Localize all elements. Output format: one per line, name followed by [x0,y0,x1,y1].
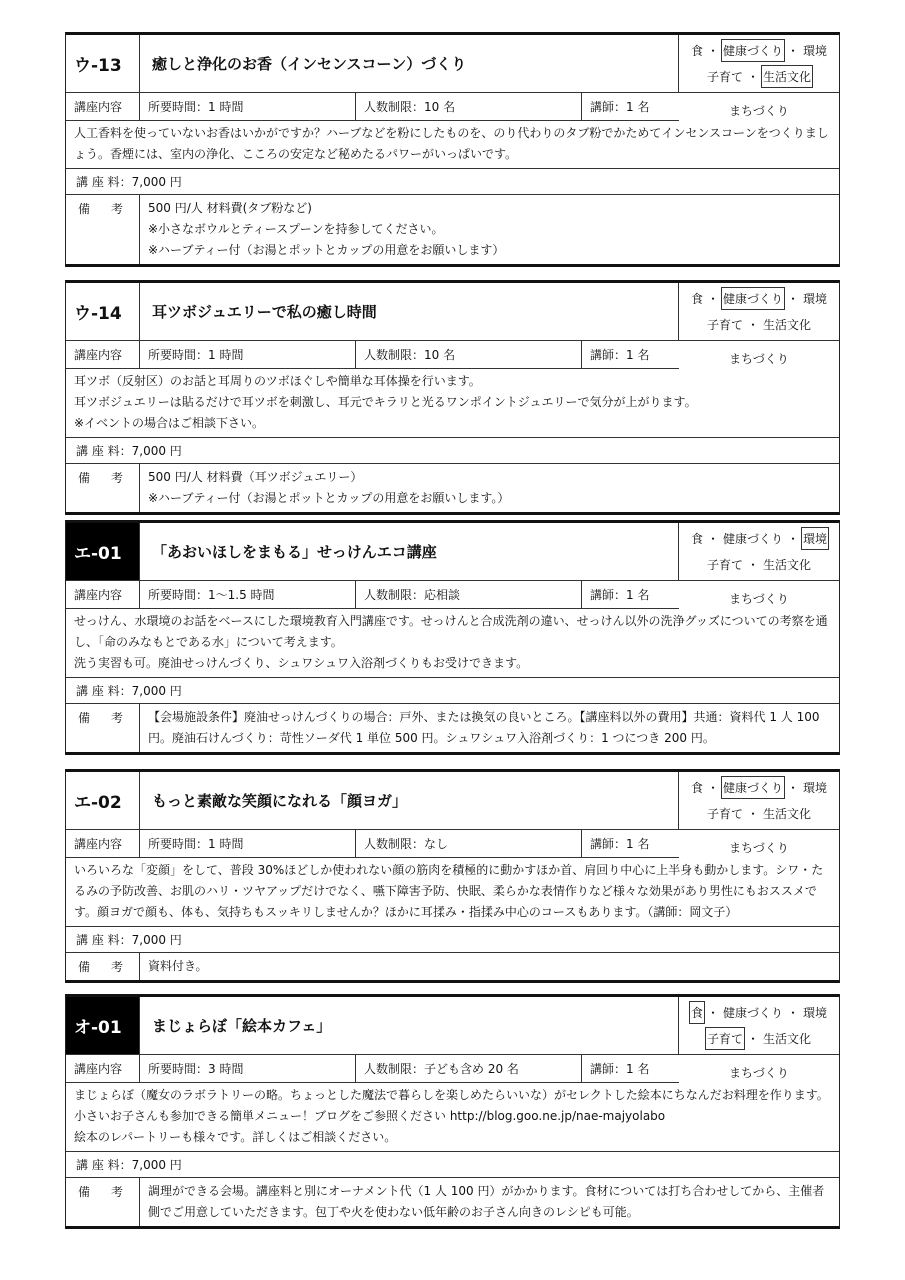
capacity: 人数制限：応相談 [356,581,582,608]
instructors: 講師：1 名 [590,100,650,114]
instructors: 講師：1 名 [590,588,650,602]
category-food: 食 [690,531,703,546]
course-title: 「あおいほしをまもる」せっけんエコ講座 [140,523,679,580]
notes-row [66,195,839,264]
course-code: ウ-14 [66,283,140,340]
content-label: 講座内容 [66,1055,140,1082]
course-card-e01 [65,520,840,755]
fee-label: 講 座 料 [76,1158,120,1172]
content-label: 講座内容 [66,341,140,368]
course-description: せっけん、水環境のお話をベースにした環境教育入門講座です。せっけんと合成洗剤の違い、せっけん以外の洗浄グッズについての考察を通し、「命のみなもとである水」について考えます。 洗う実習も可。廃油せっけんづくり、シュワシュワ入浴剤づくりもお受けできます。 [66,609,839,678]
course-code: ウ-13 [66,35,140,92]
course-info-row [66,581,679,609]
category-health: 健康づくり [721,287,785,310]
course-info-row [66,341,679,369]
category-lifestyle: 生活文化 [763,806,812,821]
duration: 所要時間：1～1.5 時間 [140,581,356,608]
notes-label: 備 考 [66,704,140,752]
course-title: まじょらぼ「絵本カフェ」 [140,997,679,1054]
capacity: 人数制限：10 名 [356,341,582,368]
course-code: オ-01 [66,997,140,1054]
fee-row [66,678,839,704]
category-environment: 環境 [803,43,828,58]
fee-row [66,1152,839,1178]
fee-label: 講 座 料 [76,444,120,458]
notes-body: 資料付き。 [148,959,208,973]
notes-label: 備 考 [66,195,140,264]
course-title: もっと素敵な笑顔になれる「顔ヨガ」 [140,772,679,829]
content-label: 講座内容 [66,93,140,120]
notes-row [66,1178,839,1226]
notes-row [66,953,839,980]
category-community: まちづくり [729,841,789,855]
category-food: 食 [690,780,703,795]
course-title: 耳ツボジュエリーで私の癒し時間 [140,283,679,340]
category-community: まちづくり [729,592,789,606]
fee-row [66,438,839,464]
course-description: 人工香料を使っていないお香はいかがですか？ハーブなどを粉にしたものを、のり代わりのタブ粉でかためてインセンスコーンをつくりましょう。香煙には、室内の浄化、こころの安定など秘めたるパワーがいっぱいです。 [66,121,839,169]
category-box: 食 ・ 健康づくり ・ 環境 子育て ・ 生活文化 まちづくり [679,283,839,340]
category-food: 食 [690,291,703,306]
fee-value: ：7,000 円 [119,444,182,458]
category-health: 健康づくり [722,1005,783,1020]
category-box: 食 ・ 健康づくり ・ 環境 子育て ・ 生活文化 まちづくり [679,997,839,1054]
content-label: 講座内容 [66,581,140,608]
fee-value: ：7,000 円 [119,175,182,189]
course-info-row [66,1055,679,1083]
instructors: 講師：1 名 [590,348,650,362]
course-description: まじょらぼ（魔女のラボラトリーの略。ちょっとした魔法で暮らしを楽しめたらいいな）がセレクトした絵本にちなんだお料理を作ります。小さいお子さんも参加できる簡単メニュー！ブログをご参照ください http://blog.goo.ne.jp/nae-majyolabo 絵本のレパートリーも様々です。詳しくはご相談ください。 [66,1083,839,1152]
duration: 所要時間：1 時間 [140,341,356,368]
fee-value: ：7,000 円 [119,684,182,698]
fee-label: 講 座 料 [76,684,120,698]
course-code: エ-01 [66,523,140,580]
category-community: まちづくり [729,352,789,366]
fee-row [66,927,839,953]
course-code: エ-02 [66,772,140,829]
category-environment: 環境 [801,527,829,550]
category-environment: 環境 [803,780,828,795]
notes-row [66,464,839,512]
duration: 所要時間：1 時間 [140,830,356,857]
category-childcare: 子育て [706,317,743,332]
category-box: 食 ・ 健康づくり ・ 環境 子育て ・ 生活文化 まちづくり [679,523,839,580]
course-card-e02 [65,769,840,983]
notes-body: 500 円/人 材料費（耳ツボジュエリー） ※ハーブティー付（お湯とポットとカップの用意をお願いします。） [148,470,510,505]
course-info-row [66,93,679,121]
category-health: 健康づくり [721,39,785,62]
category-lifestyle: 生活文化 [763,1031,812,1046]
capacity: 人数制限：なし [356,830,582,857]
category-health: 健康づくり [722,531,783,546]
content-label: 講座内容 [66,830,140,857]
category-environment: 環境 [803,291,828,306]
notes-row [66,704,839,752]
fee-value: ：7,000 円 [119,933,182,947]
category-childcare: 子育て [706,557,743,572]
category-food: 食 [690,43,703,58]
course-card-o01 [65,994,840,1229]
category-childcare: 子育て [706,69,743,84]
duration: 所要時間：1 時間 [140,93,356,120]
category-environment: 環境 [803,1005,828,1020]
fee-label: 講 座 料 [76,175,120,189]
notes-body: 500 円/人 材料費(タブ粉など) ※小さなボウルとティースプーンを持参してください。 ※ハーブティー付（お湯とポットとカップの用意をお願いします） [148,201,505,257]
category-lifestyle: 生活文化 [763,557,812,572]
notes-label: 備 考 [66,953,140,980]
category-community: まちづくり [729,104,789,118]
category-lifestyle: 生活文化 [761,65,813,88]
instructors: 講師：1 名 [590,837,650,851]
course-description: 耳ツボ（反射区）のお話と耳周りのツボほぐしや簡単な耳体操を行います。 耳ツボジュエリーは貼るだけで耳ツボを刺激し、耳元でキラリと光るワンポイントジュエリーで気分が上がります。 ※イベントの場合はご相談下さい。 [66,369,839,438]
fee-label: 講 座 料 [76,933,120,947]
category-childcare: 子育て [705,1027,745,1050]
notes-label: 備 考 [66,464,140,512]
course-info-row [66,830,679,858]
capacity: 人数制限：子ども含め 20 名 [356,1055,582,1082]
category-food: 食 [689,1001,705,1024]
course-title: 癒しと浄化のお香（インセンスコーン）づくり [140,35,679,92]
fee-row [66,169,839,195]
course-card-u14 [65,280,840,515]
category-box: 食 ・ 健康づくり ・ 環境 子育て ・ 生活文化 まちづくり [679,35,839,92]
category-community: まちづくり [729,1066,789,1080]
capacity: 人数制限：10 名 [356,93,582,120]
category-childcare: 子育て [706,806,743,821]
course-description: いろいろな「変顔」をして、普段 30%ほどしか使われない顔の筋肉を積極的に動かすほか首、肩回り中心に上半身も動かします。シワ・たるみの予防改善、お肌のハリ・ツヤアップだけでなく、嚥下障害予防、快眠、柔らかな表情作りなど様々な効果があり男性にもおススメです。顔ヨガで顔も、体も、気持ちもスッキリしませんか？ほかに耳揉み・指揉み中心のコースもあります。（講師：岡文子） [66,858,839,927]
notes-body: 調理ができる会場。講座料と別にオーナメント代（1 人 100 円）がかかります。食材については打ち合わせしてから、主催者側でご用意していただきます。包丁や火を使わない低年齢のお子さん向きのレシピも可能。 [148,1184,825,1219]
category-box: 食 ・ 健康づくり ・ 環境 子育て ・ 生活文化 まちづくり [679,772,839,829]
instructors: 講師：1 名 [590,1062,650,1076]
notes-body: 【会場施設条件】廃油せっけんづくりの場合：戸外、または換気の良いところ。【講座料以外の費用】共通：資料代 1 人 100 円。廃油石けんづくり：苛性ソーダ代 1 単位 500 円。シュワシュワ入浴剤づくり：1 つにつき 200 円。 [148,710,820,745]
duration: 所要時間：3 時間 [140,1055,356,1082]
category-lifestyle: 生活文化 [763,317,812,332]
category-health: 健康づくり [721,776,785,799]
notes-label: 備 考 [66,1178,140,1226]
course-card-u13 [65,32,840,267]
fee-value: ：7,000 円 [119,1158,182,1172]
